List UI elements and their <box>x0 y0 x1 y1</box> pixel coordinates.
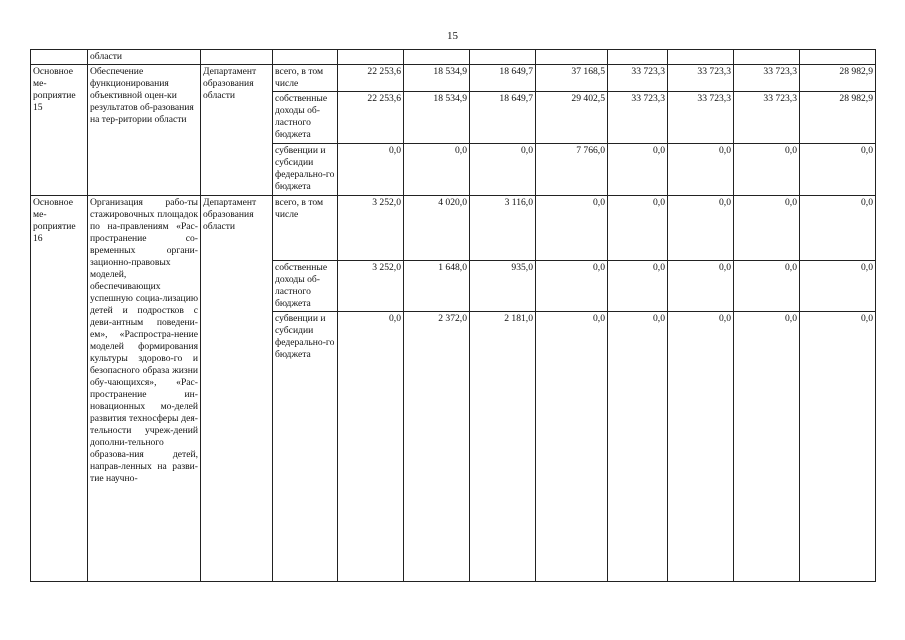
carry-over-col1 <box>31 50 88 65</box>
value-cell: 0,0 <box>536 196 608 261</box>
value-cell: 0,0 <box>608 261 668 312</box>
value-cell: 0,0 <box>668 144 734 196</box>
value-cell: 0,0 <box>668 312 734 582</box>
measure-name: Основное ме-роприятие 16 <box>31 196 88 582</box>
value-cell: 0,0 <box>668 196 734 261</box>
funding-source: собственные доходы об-ластного бюджета <box>273 261 338 312</box>
value-cell: 0,0 <box>800 312 876 582</box>
value-cell: 0,0 <box>734 144 800 196</box>
value-cell: 3 252,0 <box>338 196 404 261</box>
value-cell: 7 766,0 <box>536 144 608 196</box>
value-cell: 0,0 <box>536 261 608 312</box>
page-number: 15 <box>447 30 458 42</box>
value-cell: 2 372,0 <box>404 312 470 582</box>
measure-executor: Департамент образования области <box>201 196 273 582</box>
value-cell: 18 649,7 <box>470 92 536 144</box>
value-cell: 28 982,9 <box>800 92 876 144</box>
value-cell: 0,0 <box>608 312 668 582</box>
value-cell: 0,0 <box>800 144 876 196</box>
value-cell: 0,0 <box>608 196 668 261</box>
measure-description: Обеспечение функционирования объективной оцен-ки результатов об-разования на тер-ритории области <box>88 65 201 196</box>
value-cell: 2 181,0 <box>470 312 536 582</box>
value-cell: 18 649,7 <box>470 65 536 92</box>
table-row <box>31 196 876 261</box>
value-cell: 33 723,3 <box>608 92 668 144</box>
value-cell: 0,0 <box>734 196 800 261</box>
value-cell: 37 168,5 <box>536 65 608 92</box>
measure-executor: Департамент образования области <box>201 65 273 196</box>
value-cell: 0,0 <box>668 261 734 312</box>
funding-source: собственные доходы об-ластного бюджета <box>273 92 338 144</box>
value-cell: 4 020,0 <box>404 196 470 261</box>
value-cell: 0,0 <box>404 144 470 196</box>
value-cell: 33 723,3 <box>734 65 800 92</box>
value-cell: 33 723,3 <box>734 92 800 144</box>
value-cell: 935,0 <box>470 261 536 312</box>
budget-table <box>30 49 876 582</box>
value-cell: 22 253,6 <box>338 92 404 144</box>
value-cell: 28 982,9 <box>800 65 876 92</box>
value-cell: 0,0 <box>734 261 800 312</box>
value-cell: 0,0 <box>608 144 668 196</box>
value-cell: 3 116,0 <box>470 196 536 261</box>
value-cell: 0,0 <box>800 196 876 261</box>
value-cell: 0,0 <box>338 144 404 196</box>
value-cell: 18 534,9 <box>404 65 470 92</box>
value-cell: 3 252,0 <box>338 261 404 312</box>
funding-source: всего, в том числе <box>273 196 338 261</box>
value-cell: 0,0 <box>470 144 536 196</box>
funding-source: субвенции и субсидии федерально-го бюджета <box>273 312 338 582</box>
value-cell: 0,0 <box>536 312 608 582</box>
measure-description: Организация рабо-ты стажировочных площадок по на-правлениям «Рас-пространение со-временных органи-зационно-правовых моделей, обеспечивающих успешную социа-лизацию детей и подростков с деви-антным поведени-ем», «Распростра-нение моделей формирования культуры здорово-го и безопасного образа жизни обу-чающихся», «Рас-пространение ин-новационных мо-делей развития техносферы дея-тельности учреж-дений дополни-тельного образова-ния детей, направ-ленных на разви-тие научно- <box>88 196 201 582</box>
value-cell: 0,0 <box>338 312 404 582</box>
carry-over-row <box>31 50 876 65</box>
value-cell: 29 402,5 <box>536 92 608 144</box>
value-cell: 33 723,3 <box>668 92 734 144</box>
table-row <box>31 65 876 92</box>
value-cell: 18 534,9 <box>404 92 470 144</box>
measure-name: Основное ме-роприятие 15 <box>31 65 88 196</box>
funding-source: всего, в том числе <box>273 65 338 92</box>
value-cell: 0,0 <box>800 261 876 312</box>
carry-over-col2: области <box>88 50 201 65</box>
value-cell: 22 253,6 <box>338 65 404 92</box>
value-cell: 1 648,0 <box>404 261 470 312</box>
funding-source: субвенции и субсидии федерально-го бюджета <box>273 144 338 196</box>
value-cell: 0,0 <box>734 312 800 582</box>
value-cell: 33 723,3 <box>668 65 734 92</box>
value-cell: 33 723,3 <box>608 65 668 92</box>
